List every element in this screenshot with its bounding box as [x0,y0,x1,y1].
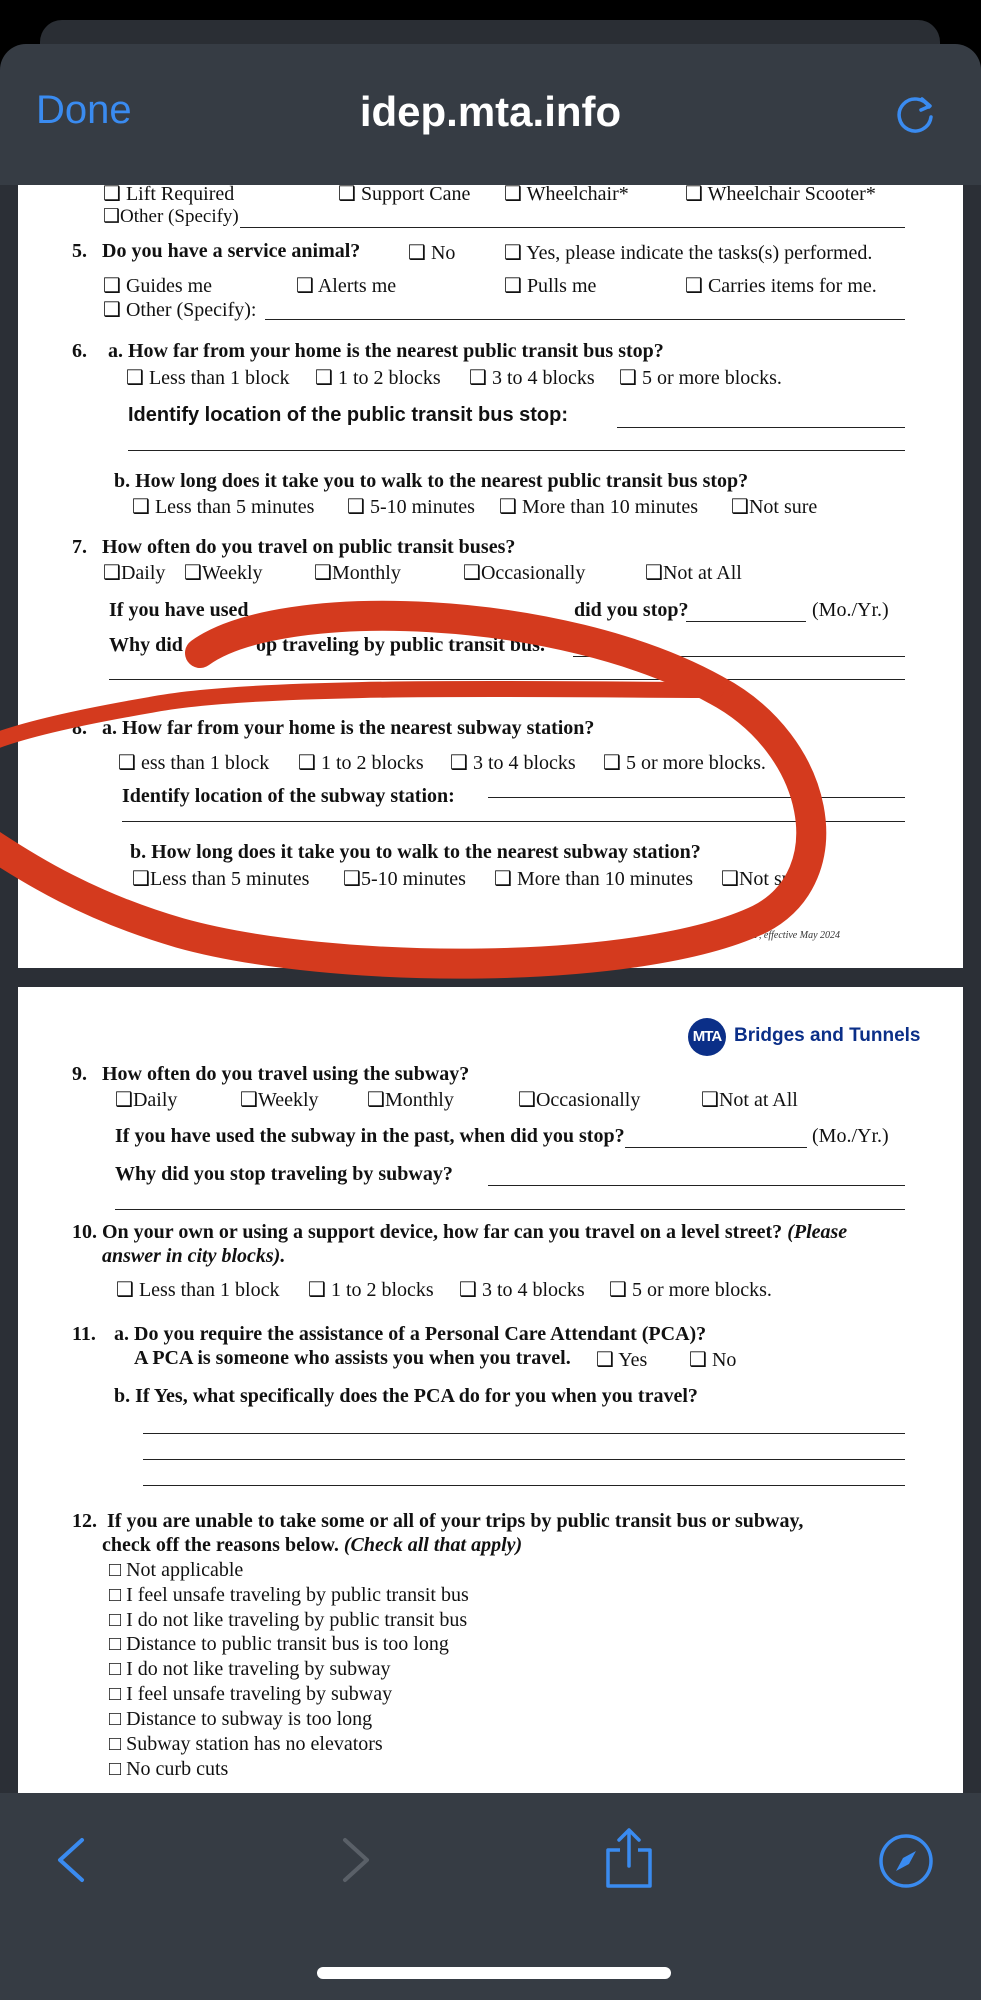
forward-arrow-icon[interactable] [335,1836,375,1884]
answer-line[interactable] [617,427,905,428]
checkbox-option[interactable]: ❑ More than 10 minutes [499,496,699,518]
question-note: (Please [787,1221,848,1243]
field-label: did you stop? [574,599,689,621]
question-note: answer in city blocks). [102,1245,286,1267]
compass-icon[interactable] [878,1833,934,1889]
answer-line[interactable] [265,319,905,320]
field-label: op traveling by public transit bus. [256,634,545,656]
checkbox-option[interactable]: ❑Occasionally [518,1089,641,1111]
answer-line[interactable] [143,1433,905,1434]
document-page-2 [18,987,963,1793]
field-label: Identify location of the public transit bus stop: [128,404,568,426]
checkbox-option[interactable]: ❑ ess than 1 block [118,752,270,774]
home-indicator [317,1967,671,1979]
field-label: (Mo./Yr.) [812,599,889,621]
question-text: b. How long does it take you to walk to the nearest public transit bus stop? [114,470,749,492]
checkbox-option[interactable]: ❑ 1 to 2 blocks [298,752,424,774]
reload-icon[interactable] [892,90,938,136]
answer-line[interactable] [573,656,905,657]
checkbox-option[interactable]: ❑ Less than 5 minutes [132,496,315,518]
checkbox-option[interactable]: ❑Not at All [645,562,742,584]
answer-line[interactable] [143,1459,905,1460]
checkbox-option[interactable]: ❑ 3 to 4 blocks [469,367,595,389]
field-label: Why did you stop traveling by subway? [115,1163,453,1185]
mta-logo-text: Bridges and Tunnels [734,1025,921,1046]
checkbox-option[interactable]: □ Distance to public transit bus is too long [109,1633,449,1655]
checkbox-option[interactable]: ❑ More than 10 minutes [494,868,694,890]
checkbox-option[interactable]: ❑Not at All [701,1089,798,1111]
checkbox-option[interactable]: ❑ Yes [596,1349,648,1371]
checkbox-option[interactable]: □ Not applicable [109,1559,244,1581]
question-text: How often do you travel on public transit buses? [102,536,516,558]
checkbox-option[interactable]: ❑ Yes, please indicate the tasks(s) performed. [504,242,873,264]
answer-line[interactable] [128,450,905,451]
answer-line[interactable] [109,679,905,680]
checkbox-option[interactable]: ❑ 3 to 4 blocks [459,1279,585,1301]
checkbox-option[interactable]: ❑Monthly [367,1089,454,1111]
checkbox-option[interactable]: ❑ Alerts me [296,275,397,297]
question-number: 11. [72,1323,96,1345]
field-label: Identify location of the subway station: [122,785,455,807]
checkbox-option[interactable]: ❑ Support Cane [338,185,471,205]
checkbox-option[interactable]: ❑ Lift Required [103,185,235,205]
checkbox-option[interactable]: ❑ 5 or more blocks. [619,367,782,389]
checkbox-option[interactable]: ❑Monthly [314,562,401,584]
checkbox-option[interactable]: ❑Occasionally [463,562,586,584]
page-footer: EP, effective May 2024 [748,930,841,941]
checkbox-option[interactable]: ❑Not sure [721,868,808,890]
checkbox-option[interactable]: ❑ Less than 1 block [116,1279,280,1301]
question-text: a. How far from your home is the nearest subway station? [102,717,595,739]
checkbox-option[interactable]: ❑ 1 to 2 blocks [308,1279,434,1301]
question-number: 10. [72,1221,97,1243]
question-number: 7. [72,536,87,558]
answer-line[interactable] [488,797,905,798]
field-label: (Mo./Yr.) [812,1125,889,1147]
question-text: b. If Yes, what specifically does the PCA do for you when you travel? [114,1385,698,1407]
question-number: 6. [72,340,87,362]
answer-line[interactable] [488,1185,905,1186]
checkbox-option[interactable]: □ I feel unsafe traveling by subway [109,1683,393,1705]
checkbox-option[interactable]: ❑Weekly [240,1089,319,1111]
question-number: 5. [72,240,87,262]
page-url[interactable]: idep.mta.info [359,88,622,135]
checkbox-option[interactable]: ❑ Guides me [103,275,213,297]
answer-line[interactable] [143,1485,905,1486]
question-text: Do you have a service animal? [102,240,361,262]
checkbox-option[interactable]: □ I feel unsafe traveling by public transit bus [109,1584,469,1606]
question-note: (Check all that apply) [343,1534,523,1556]
question-text: a. Do you require the assistance of a Personal Care Attendant (PCA)? [114,1323,707,1345]
checkbox-option[interactable]: □ Subway station has no elevators [109,1733,383,1755]
checkbox-option[interactable]: ❑Other (Specify) [103,206,239,227]
answer-line[interactable] [115,1209,905,1210]
checkbox-option[interactable]: □ I do not like traveling by subway [109,1658,391,1680]
checkbox-option[interactable]: ❑Daily [115,1089,178,1111]
question-text: If you are unable to take some or all of your trips by public transit bus or subway, [107,1510,804,1532]
question-text: On your own or using a support device, how far can you travel on a level street? [102,1221,783,1243]
checkbox-option[interactable]: ❑Daily [103,562,166,584]
question-text: b. How long does it take you to walk to the nearest subway station? [130,841,701,863]
document-page-1 [18,185,963,968]
question-number: 12. [72,1510,97,1532]
document-viewer[interactable] [0,185,981,1793]
checkbox-option[interactable]: ❑ Other (Specify): [103,299,257,321]
checkbox-option[interactable]: ❑ Carries items for me. [685,275,877,297]
checkbox-option[interactable]: ❑ 1 to 2 blocks [315,367,441,389]
checkbox-option[interactable]: ❑ Wheelchair* [504,185,629,205]
checkbox-option[interactable]: □ No curb cuts [109,1758,229,1780]
field-label: If you have used the subway in the past, when did you stop? [115,1125,625,1147]
checkbox-option[interactable]: ❑ Less than 1 block [126,367,290,389]
share-icon[interactable] [602,1826,656,1890]
back-arrow-icon[interactable] [52,1836,92,1884]
question-text: How often do you travel using the subway? [102,1063,470,1085]
checkbox-option[interactable]: ❑Not sure [731,496,818,518]
question-number: 8. [72,717,87,739]
checkbox-option[interactable]: ❑Less than 5 minutes [132,868,310,890]
field-label: Why did [109,634,183,656]
checkbox-option[interactable]: □ Distance to subway is too long [109,1708,373,1730]
answer-line[interactable] [625,1147,807,1148]
checkbox-option[interactable]: ❑ No [408,242,456,264]
done-button[interactable]: Done [36,88,132,132]
field-label: If you have used [109,599,249,621]
checkbox-option[interactable]: ❑ 5 or more blocks. [603,752,766,774]
question-text: check off the reasons below. [102,1534,339,1556]
checkbox-option[interactable]: ❑ Pulls me [504,275,597,297]
checkbox-option[interactable]: ❑5-10 minutes [343,868,466,890]
checkbox-option[interactable]: ❑Weekly [184,562,263,584]
checkbox-option[interactable]: ❑ 3 to 4 blocks [450,752,576,774]
answer-line[interactable] [122,821,905,822]
checkbox-option[interactable]: □ I do not like traveling by public transit bus [109,1609,468,1631]
checkbox-option[interactable]: ❑ No [689,1349,737,1371]
checkbox-option[interactable]: ❑ 5 or more blocks. [609,1279,772,1301]
question-text: A PCA is someone who assists you when you travel. [134,1347,571,1369]
answer-line[interactable] [686,621,806,622]
checkbox-option[interactable]: ❑ 5-10 minutes [347,496,475,518]
checkbox-option[interactable]: ❑ Wheelchair Scooter* [685,185,876,205]
question-number: 9. [72,1063,87,1085]
answer-line[interactable] [240,227,905,228]
mta-logo-mark: MTA [688,1018,726,1056]
question-text: a. How far from your home is the nearest public transit bus stop? [108,340,664,362]
